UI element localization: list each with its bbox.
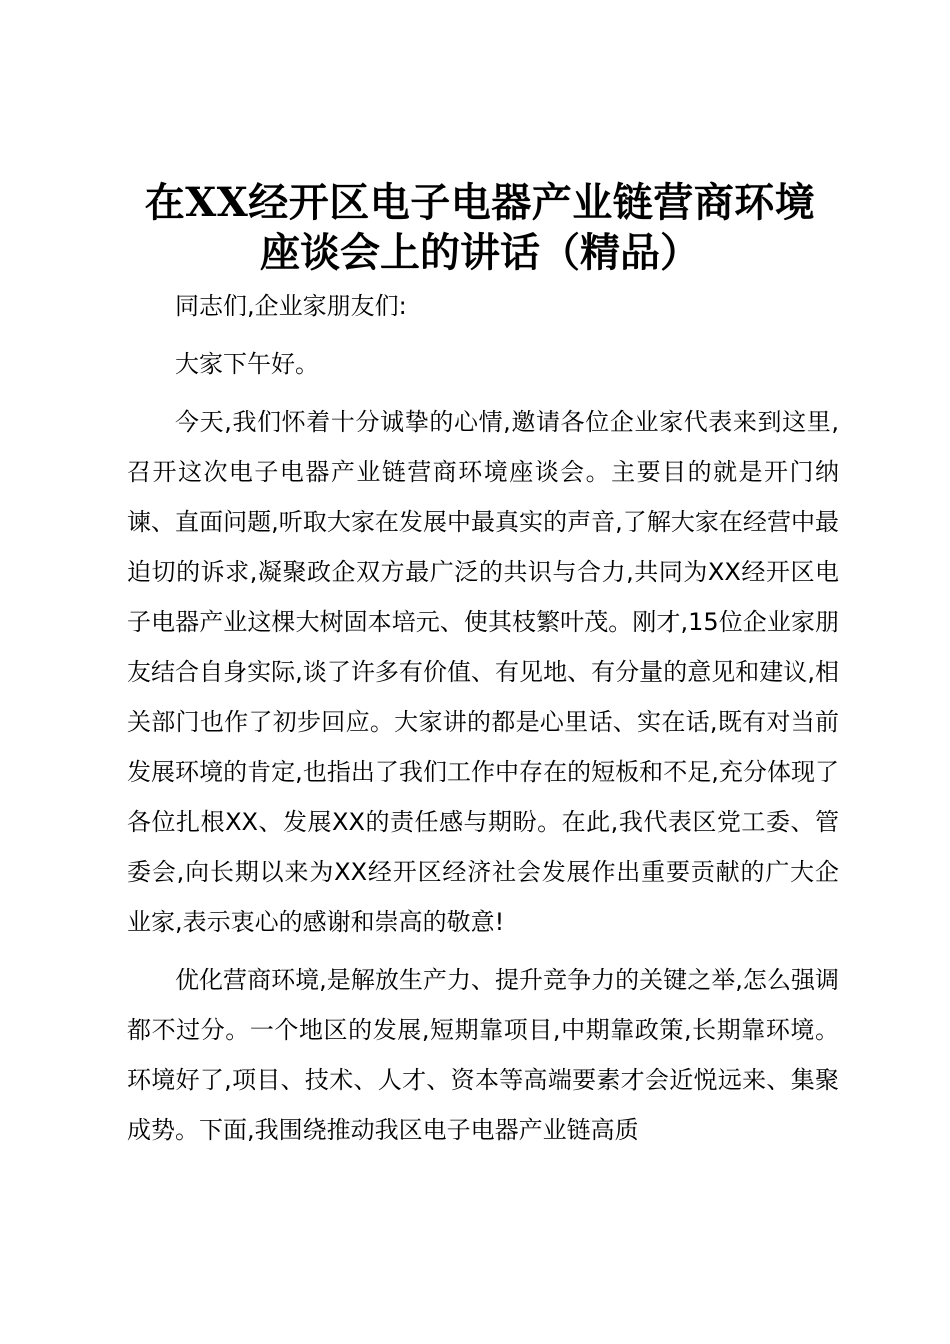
title-line-2: 座谈会上的讲话（精品） <box>260 229 700 276</box>
document-body <box>127 281 839 1155</box>
opening-paragraph: 今天,我们怀着十分诚挚的心情,邀请各位企业家代表来到这里,召开这次电子电器产业链营商环境座谈会。主要目的就是开门纳谏、直面问题,听取大家在发展中最真实的声音,了解大家在经营中最迫切的诉求,凝聚政企双方最广泛的共识与合力,共同为XX经开区电子电器产业这棵大树固本培元、使其枝繁叶茂。刚才,15位企业家朋友结合自身实际,谈了许多有价值、有见地、有分量的意见和建议,相关部门也作了初步回应。大家讲的都是心里话、实在话,既有对当前发展环境的肯定,也指出了我们工作中存在的短板和不足,充分体现了各位扎根XX、发展XX的责任感与期盼。在此,我代表区党工委、管委会,向长期以来为XX经开区经济社会发展作出重要贡献的广大企业家,表示衷心的感谢和崇高的敬意! <box>127 408 839 936</box>
salutation-paragraph: 同志们,企业家朋友们: <box>175 292 407 320</box>
business-environment-paragraph: 优化营商环境,是解放生产力、提升竞争力的关键之举,怎么强调都不过分。一个地区的发展,短期靠项目,中期靠政策,长期靠环境。环境好了,项目、技术、人才、资本等高端要素才会近悦远来、集聚成势。下面,我围绕推动我区电子电器产业链高质 <box>127 966 839 1144</box>
title-line-1: 在XX经开区电子电器产业链营商环境 <box>144 179 816 226</box>
greeting-paragraph: 大家下午好。 <box>175 350 319 378</box>
document-title <box>100 178 860 278</box>
